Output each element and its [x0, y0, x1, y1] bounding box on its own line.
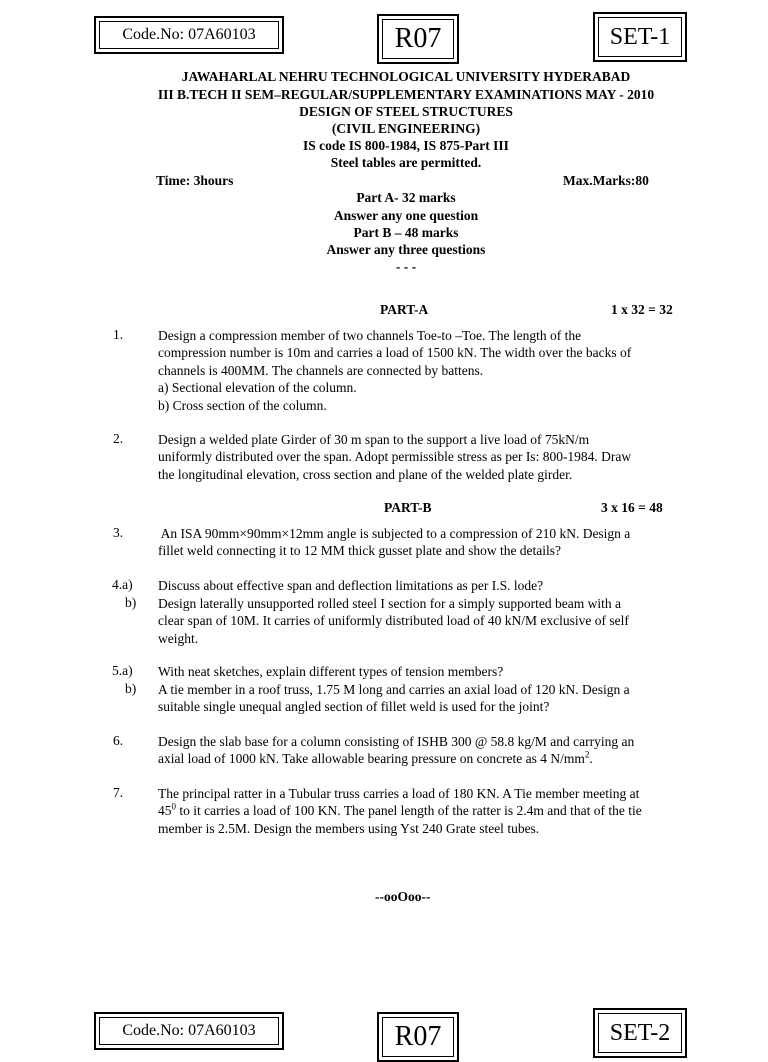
part-a-title: PART-A — [380, 302, 429, 317]
next-page-regulation-box — [377, 1012, 459, 1062]
question-6-line-text: axial load of 1000 kN. Take allowable bearing pressure on concrete as 4 N/mm — [158, 751, 585, 767]
question-3-line: An ISA 90mm×90mm×12mm angle is subjected to a compression of 210 kN. Design a — [158, 526, 631, 541]
next-page-set-box — [593, 1008, 687, 1058]
question-2-text — [158, 431, 700, 483]
question-5b-line: A tie member in a roof truss, 1.75 M long and carries an axial load of 120 kN. Design a — [158, 682, 630, 697]
regulation-box — [377, 14, 459, 64]
next-page-code-box — [94, 1012, 284, 1050]
question-7-line: member is 2.5M. Design the members using Yst 240 Grate steel tubes. — [158, 820, 540, 836]
instruction-answer-three: Answer any three questions — [326, 242, 486, 257]
question-5a-text — [158, 663, 700, 680]
next-page-set-label: SET-2 — [609, 1019, 671, 1046]
question-4b-number: b) — [125, 595, 137, 610]
question-1-line: compression number is 10m and carries a load of 1500 kN. The width over the backs of — [158, 345, 632, 361]
end-mark: --ooOoo-- — [375, 889, 431, 904]
code-number: Code.No: 07A60103 — [122, 26, 256, 43]
question-5b-number: b) — [125, 681, 137, 696]
instruction-part-a: Part A- 32 marks — [356, 190, 456, 205]
subject-title: DESIGN OF STEEL STRUCTURES — [299, 104, 513, 119]
question-1-option-b: b) Cross section of the column. — [158, 397, 327, 413]
superscript: 2 — [584, 749, 590, 760]
part-a-marks: 1 x 32 = 32 — [611, 302, 673, 317]
next-page-code-number: Code.No: 07A60103 — [122, 1022, 256, 1039]
question-4b-line: clear span of 10M. It carries of uniformly distributed load of 40 kN/M exclusive of self — [158, 613, 629, 629]
question-5a-number: 5.a) — [112, 663, 133, 678]
question-5b-line: suitable single unequal angled section of fillet weld is used for the joint? — [158, 699, 550, 715]
question-3-line: fillet weld connecting it to 12 MM thick gusset plate and show the details? — [158, 543, 562, 559]
branch-title: (CIVIL ENGINEERING) — [331, 121, 481, 136]
tables-note: Steel tables are permitted. — [330, 155, 482, 170]
degree-superscript: 0 — [171, 801, 176, 812]
university-name: JAWAHARLAL NEHRU TECHNOLOGICAL UNIVERSITY HYDERABAD — [181, 69, 631, 84]
question-6-line-end: . — [589, 751, 593, 767]
separator-dashes: - - - — [395, 259, 417, 274]
question-1-line: channels is 400MM. The channels are connected by battens. — [158, 362, 484, 378]
question-1-text — [158, 327, 700, 414]
regulation-code: R07 — [394, 23, 442, 54]
question-2-line: the longitudinal elevation, cross section and plane of the welded plate girder. — [158, 466, 573, 482]
question-7-text — [158, 785, 700, 837]
question-6-line: Design the slab base for a column consisting of ISHB 300 @ 58.8 kg/M and carrying an — [158, 734, 635, 749]
question-6-line — [158, 750, 700, 767]
question-7-number: 7. — [113, 785, 124, 800]
question-7-line: The principal ratter in a Tubular truss carries a load of 180 KN. A Tie member meeting at — [158, 786, 640, 801]
max-marks: Max.Marks:80 — [563, 173, 649, 188]
question-3-text — [158, 525, 700, 560]
code-number-box — [94, 16, 284, 54]
question-2-line: Design a welded plate Girder of 30 m span to the support a live load of 75kN/m — [158, 432, 590, 447]
question-4a-number: 4.a) — [112, 577, 133, 592]
question-1-option-a: a) Sectional elevation of the column. — [158, 380, 357, 396]
instruction-answer-one: Answer any one question — [333, 208, 479, 223]
exam-time: Time: 3hours — [156, 173, 234, 188]
part-b-marks: 3 x 16 = 48 — [601, 500, 663, 515]
question-6-text — [158, 733, 700, 768]
question-7-angle: 45 — [158, 803, 172, 819]
question-7-line — [158, 802, 700, 819]
question-4a-text — [158, 577, 700, 594]
question-4a-line: Discuss about effective span and deflection limitations as per I.S. lode? — [158, 578, 544, 593]
question-4b-line: Design laterally unsupported rolled steel I section for a simply supported beam with a — [158, 596, 622, 611]
next-page-regulation-code: R07 — [394, 1021, 442, 1052]
question-5b-text — [158, 681, 700, 716]
exam-title: III B.TECH II SEM–REGULAR/SUPPLEMENTARY EXAMINATIONS MAY - 2010 — [157, 87, 655, 102]
question-1-number: 1. — [113, 327, 124, 342]
question-3-number: 3. — [113, 525, 124, 540]
question-4b-line: weight. — [158, 630, 199, 646]
question-4b-text — [158, 595, 700, 647]
part-b-title: PART-B — [384, 500, 432, 515]
code-reference: IS code IS 800-1984, IS 875-Part III — [303, 138, 509, 153]
question-5a-line: With neat sketches, explain different types of tension members? — [158, 664, 504, 679]
instruction-part-b: Part B – 48 marks — [353, 225, 459, 240]
question-7-line-rest: to it carries a load of 100 KN. The panel length of the ratter is 2.4m and that of the tie — [176, 803, 642, 819]
question-2-number: 2. — [113, 431, 124, 446]
question-6-number: 6. — [113, 733, 124, 748]
set-box — [593, 12, 687, 62]
set-label: SET-1 — [609, 23, 671, 50]
question-1-line: Design a compression member of two channels Toe-to –Toe. The length of the — [158, 328, 582, 343]
question-2-line: uniformly distributed over the span. Adopt permissible stress as per Is: 800-1984. Draw — [158, 449, 632, 465]
